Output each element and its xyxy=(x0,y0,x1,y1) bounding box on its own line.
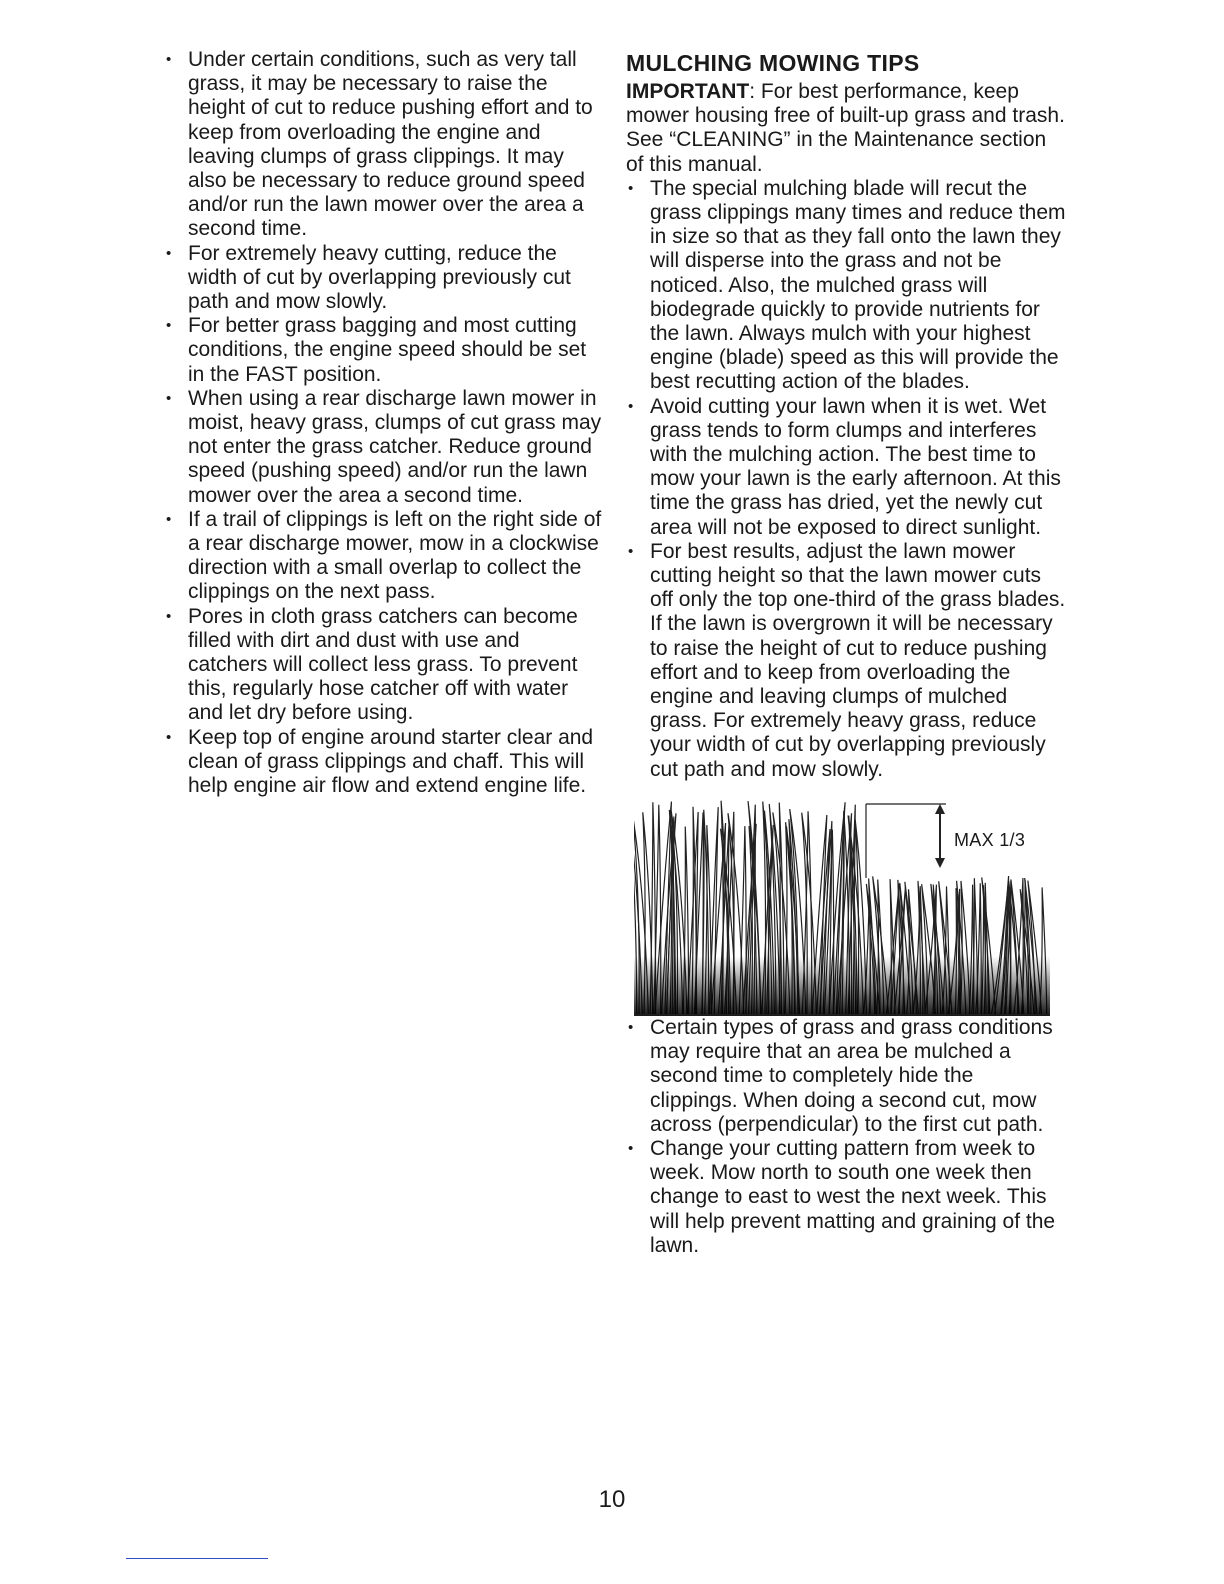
arrow-up-icon xyxy=(935,804,945,814)
right-bullet-list xyxy=(626,177,1066,782)
list-item: • For best results, adjust the lawn mower cutting height so that the lawn mower cuts off only the top one-third of the grass blades. If the lawn is overgrown it will be necessary to raise the height of cut to reduce pushing effort and to keep from overloading the engine and leaving clumps of mulched grass. For extremely heavy grass, reduce your width of cut by overlapping previously cut path and mow slowly. xyxy=(626,540,1066,782)
grass-illustration-svg xyxy=(634,796,1050,1016)
grass-cut-height-illustration xyxy=(634,796,1050,1016)
section-heading: MULCHING MOWING TIPS xyxy=(626,50,920,76)
footer-rule xyxy=(126,1558,268,1559)
list-item: • If a trail of clippings is left on the right side of a rear discharge mower, mow in a clockwise direction with a small overlap to collect the clippings on the next pass. xyxy=(164,508,604,605)
important-label: IMPORTANT xyxy=(626,80,750,103)
max-one-third-label: MAX 1/3 xyxy=(954,829,1026,850)
list-item: • Pores in cloth grass catchers can become filled with dirt and dust with use and catchers will collect less grass. To prevent this, regularly hose catcher off with water and let dry before using. xyxy=(164,605,604,726)
arrow-down-icon xyxy=(935,858,945,868)
list-item: • Certain types of grass and grass conditions may require that an area be mulched a second time to completely hide the clippings. When doing a second cut, mow across (perpendicular) to the first cut path. xyxy=(626,1016,1066,1137)
list-item: • Avoid cutting your lawn when it is wet. Wet grass tends to form clumps and interferes with the mulching action. The best time to mow your lawn is the early afternoon. At this time the grass has dried, yet the newly cut area will not be exposed to direct sunlight. xyxy=(626,395,1066,540)
ground-shadow xyxy=(634,956,1050,1016)
list-item: • For better grass bagging and most cutting conditions, the engine speed should be set in the FAST position. xyxy=(164,314,604,387)
left-bullet-list xyxy=(164,48,604,798)
list-item: • Change your cutting pattern from week to week. Mow north to south one week then change to east to west the next week. This will help prevent matting and graining of the lawn. xyxy=(626,1137,1066,1258)
left-column xyxy=(164,48,604,798)
page-number: 10 xyxy=(598,1486,626,1513)
right-column xyxy=(626,48,1066,1258)
list-item: • When using a rear discharge lawn mower in moist, heavy grass, clumps of cut grass may not enter the grass catcher. Reduce ground speed (pushing speed) and/or run the lawn mower over the area a second time. xyxy=(164,387,604,508)
list-item: • Keep top of engine around starter clear and clean of grass clippings and chaff. This will help engine air flow and extend engine life. xyxy=(164,726,604,799)
list-item: • The special mulching blade will recut the grass clippings many times and reduce them in size so that as they fall onto the lawn they will disperse into the grass and not be noticed. Also, the mulched grass will biodegrade quickly to provide nutrients for the lawn. Always mulch with your highest engine (blade) speed as this will provide the best recutting action of the blades. xyxy=(626,177,1066,395)
important-note xyxy=(626,80,1066,177)
list-item: • For extremely heavy cutting, reduce the width of cut by overlapping previously cut path and mow slowly. xyxy=(164,242,604,315)
important-text: : For best performance, keep mower housing free of built-up grass and trash. See “CLEANING” in the Maintenance section of this manual. xyxy=(626,80,1065,176)
list-item: • Under certain conditions, such as very tall grass, it may be necessary to raise the height of cut to reduce pushing effort and to keep from overloading the engine and leaving clumps of grass clippings. It may also be necessary to reduce ground speed and/or run the lawn mower over the area a second time. xyxy=(164,48,604,242)
right-bullet-list-after xyxy=(626,1016,1066,1258)
